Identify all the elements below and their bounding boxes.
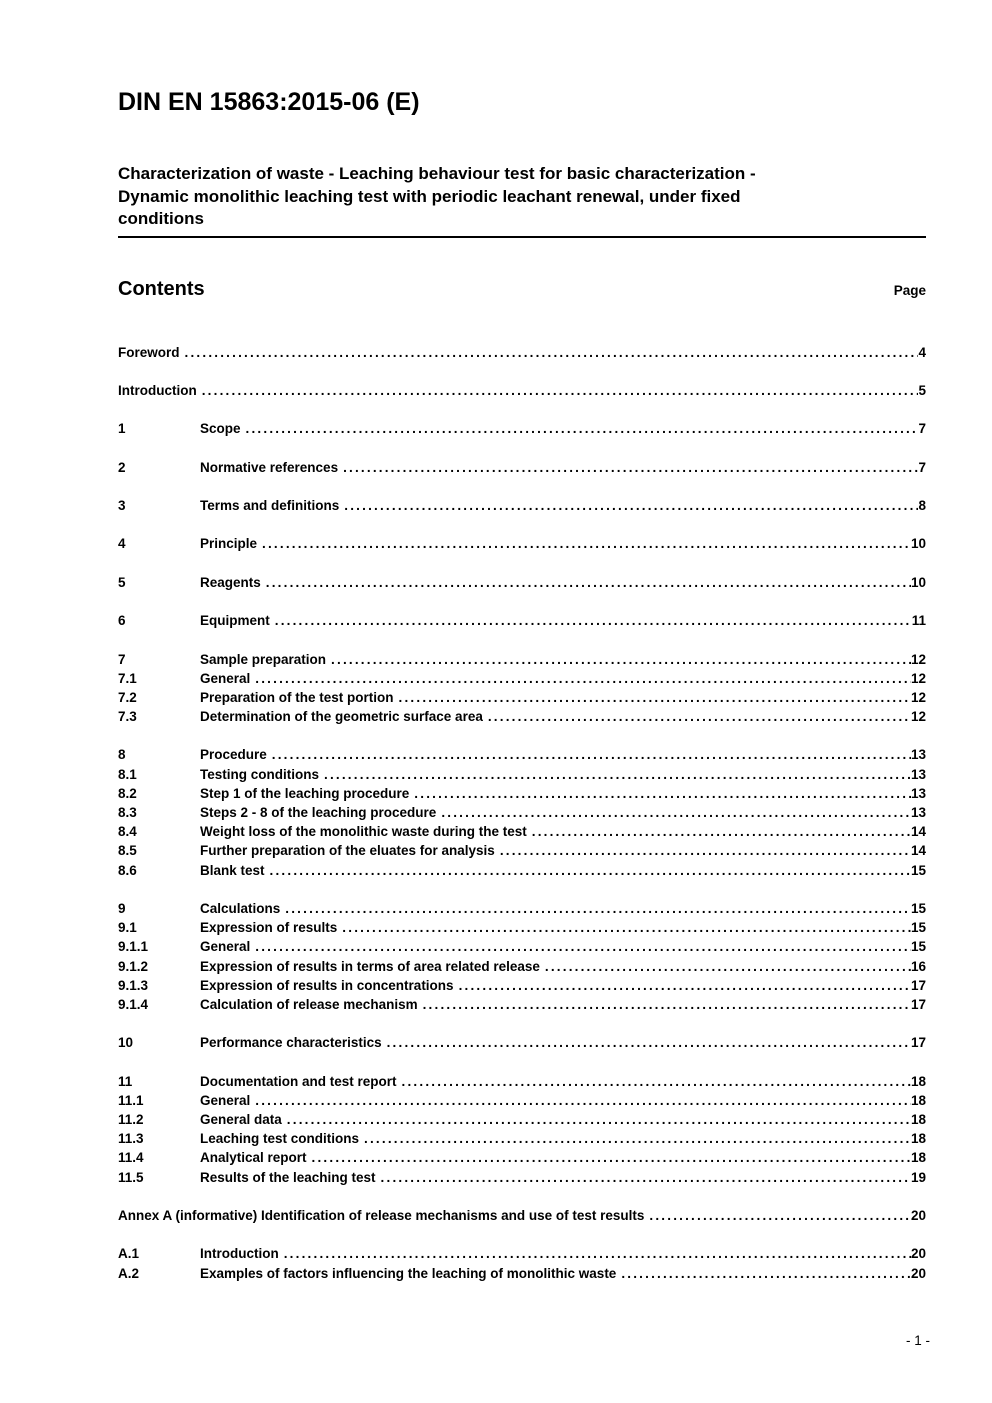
toc-entry-page: 15 <box>910 939 926 955</box>
toc-entry-page: 15 <box>910 920 926 936</box>
toc-entry-title: Expression of results <box>200 920 338 936</box>
toc-entry-page: 7 <box>918 421 926 437</box>
toc-entry-number: 2 <box>118 459 126 475</box>
toc-entry-page: 13 <box>910 766 926 782</box>
toc-dot-leader <box>459 976 911 995</box>
toc-entry-title: Examples of factors influencing the leaching of monolithic waste <box>200 1265 617 1281</box>
toc-entry <box>118 918 926 937</box>
toc-entry-page: 15 <box>910 862 926 878</box>
toc-entry <box>118 1129 926 1148</box>
toc-entry-title: Steps 2 - 8 of the leaching procedure <box>200 805 437 820</box>
toc-dot-leader <box>621 1264 911 1283</box>
toc-entry-title: Calculation of release mechanism <box>200 996 418 1012</box>
toc-entry-title: Calculations <box>200 900 281 916</box>
toc-entry-page: 19 <box>910 1169 926 1185</box>
toc-entry-title: General <box>200 1092 251 1108</box>
toc-entry-title: Sample preparation <box>200 651 327 667</box>
toc-dot-leader <box>331 650 911 669</box>
contents-header <box>118 277 926 301</box>
toc-entry <box>118 822 926 841</box>
toc-dot-leader <box>272 745 911 764</box>
toc-dot-leader <box>275 611 912 630</box>
toc-entry-page: 18 <box>910 1112 926 1127</box>
toc-entry <box>118 976 926 995</box>
document-title <box>118 163 926 231</box>
toc-entry-page: 12 <box>910 670 926 686</box>
toc-entry <box>118 899 926 918</box>
toc-dot-leader <box>488 707 911 726</box>
toc-entry-number: 8.5 <box>118 843 137 859</box>
toc-entry-page: 12 <box>910 651 926 667</box>
toc-entry-title: Weight loss of the monolithic waste during the test <box>200 824 527 840</box>
toc-entry-page: 20 <box>910 1265 926 1281</box>
toc-entry-title: Principle <box>200 536 258 552</box>
toc-dot-leader <box>387 1033 911 1052</box>
toc-entry <box>118 419 926 438</box>
toc-entry <box>118 937 926 956</box>
toc-entry-page: 17 <box>910 977 926 993</box>
table-of-contents <box>118 343 926 1283</box>
toc-entry-page: 8 <box>918 498 926 513</box>
toc-entry-title: Normative references <box>200 459 339 475</box>
toc-entry-number: 3 <box>118 498 126 513</box>
toc-entry-number: 10 <box>118 1035 134 1051</box>
toc-entry <box>118 1033 926 1052</box>
toc-entry-number: 11.2 <box>118 1112 144 1127</box>
toc-entry <box>118 957 926 976</box>
toc-entry-title: Terms and definitions <box>200 498 340 513</box>
toc-entry-title: General <box>200 670 251 686</box>
toc-entry-title: Testing conditions <box>200 766 319 782</box>
page-content <box>118 0 926 1283</box>
toc-entry-page: 18 <box>910 1131 926 1147</box>
toc-entry-page: 20 <box>910 1207 926 1223</box>
toc-dot-leader <box>399 688 911 707</box>
toc-entry <box>118 1244 926 1263</box>
toc-entry-title: Documentation and test report <box>200 1073 397 1089</box>
toc-entry <box>118 496 926 515</box>
toc-entry-title: Procedure <box>200 747 267 763</box>
toc-entry-number: 8 <box>118 747 126 763</box>
toc-entry-title: Step 1 of the leaching procedure <box>200 785 410 801</box>
toc-entry-page: 10 <box>910 536 926 552</box>
document-title-line-3: conditions <box>118 209 204 228</box>
toc-dot-leader <box>423 995 911 1014</box>
toc-entry-page: 13 <box>910 747 926 763</box>
toc-dot-leader <box>255 937 911 956</box>
toc-dot-leader <box>381 1168 911 1187</box>
toc-entry <box>118 803 926 822</box>
toc-entry-number: 6 <box>118 613 126 629</box>
toc-entry <box>118 573 926 592</box>
toc-entry-title: Annex A (informative) Identification of release mechanisms and use of test results <box>118 1207 645 1223</box>
toc-dot-leader <box>343 458 918 477</box>
toc-entry-title: Scope <box>200 421 241 437</box>
toc-entry-number: 1 <box>118 421 126 437</box>
toc-entry-page: 18 <box>910 1150 926 1166</box>
toc-entry <box>118 688 926 707</box>
toc-entry-page: 15 <box>910 900 926 916</box>
toc-entry-number: 9.1 <box>118 920 137 936</box>
toc-entry-number: 8.1 <box>118 766 137 782</box>
footer-page-number: - 1 - <box>905 1333 930 1348</box>
toc-dot-leader <box>342 918 911 937</box>
toc-entry-number: 8.6 <box>118 862 137 878</box>
toc-entry-number: 7.2 <box>118 689 137 705</box>
toc-entry-page: 11 <box>911 613 926 629</box>
toc-entry-page: 5 <box>918 382 926 398</box>
toc-entry-title: Leaching test conditions <box>200 1131 360 1147</box>
toc-dot-leader <box>402 1072 911 1091</box>
toc-entry-number: A.1 <box>118 1246 140 1262</box>
toc-entry-number: 11 <box>118 1073 133 1089</box>
toc-entry <box>118 1264 926 1283</box>
toc-entry-page: 4 <box>918 344 926 360</box>
toc-entry-number: 9.1.1 <box>118 939 149 955</box>
toc-entry <box>118 1206 926 1225</box>
toc-entry-number: 11.3 <box>118 1131 144 1147</box>
toc-entry-title: Expression of results in terms of area related release <box>200 958 540 974</box>
toc-entry-page: 12 <box>910 709 926 725</box>
toc-dot-leader <box>441 803 911 822</box>
toc-entry-page: 10 <box>910 574 926 590</box>
toc-entry-number: 11.5 <box>118 1169 144 1185</box>
toc-dot-leader <box>414 784 911 803</box>
toc-entry <box>118 381 926 400</box>
toc-entry-page: 13 <box>910 785 926 801</box>
toc-entry-number: 5 <box>118 574 126 590</box>
toc-entry-title: Analytical report <box>200 1150 307 1166</box>
toc-entry-number: 9.1.3 <box>118 977 149 993</box>
toc-entry-title: Preparation of the test portion <box>200 689 394 705</box>
toc-entry-page: 17 <box>910 1035 926 1051</box>
toc-entry-title: Expression of results in concentrations <box>200 977 454 993</box>
toc-entry <box>118 995 926 1014</box>
toc-entry-page: 17 <box>910 996 926 1012</box>
toc-dot-leader <box>324 765 911 784</box>
toc-entry-title: Introduction <box>200 1246 279 1262</box>
toc-entry <box>118 1072 926 1091</box>
toc-entry <box>118 707 926 726</box>
toc-entry-number: 7 <box>118 651 126 667</box>
toc-entry <box>118 1091 926 1110</box>
toc-entry-page: 16 <box>910 958 926 974</box>
toc-entry-title: Determination of the geometric surface area <box>200 709 483 725</box>
toc-entry-number: 11.4 <box>118 1150 144 1166</box>
toc-dot-leader <box>270 861 911 880</box>
toc-dot-leader <box>185 343 919 362</box>
toc-entry-title: General <box>200 939 251 955</box>
toc-entry <box>118 611 926 630</box>
toc-dot-leader <box>545 957 911 976</box>
toc-dot-leader <box>285 899 911 918</box>
toc-entry <box>118 1168 926 1187</box>
toc-entry <box>118 1148 926 1167</box>
toc-entry <box>118 1110 926 1129</box>
toc-dot-leader <box>255 669 911 688</box>
toc-entry-page: 12 <box>910 689 926 705</box>
toc-entry-title: Performance characteristics <box>200 1035 382 1051</box>
toc-entry-page: 13 <box>910 805 926 820</box>
toc-entry-title: Introduction <box>118 382 197 398</box>
toc-entry <box>118 841 926 860</box>
toc-dot-leader <box>287 1110 911 1129</box>
contents-heading: Contents <box>118 277 205 300</box>
toc-entry <box>118 784 926 803</box>
toc-dot-leader <box>284 1244 911 1263</box>
toc-entry-number: 7.3 <box>118 709 137 725</box>
standard-number: DIN EN 15863:2015-06 (E) <box>118 88 420 116</box>
toc-dot-leader <box>649 1206 911 1225</box>
toc-entry-number: A.2 <box>118 1265 140 1281</box>
toc-entry-number: 9 <box>118 900 126 916</box>
toc-entry-number: 8.3 <box>118 805 137 820</box>
toc-entry-number: 8.2 <box>118 785 137 801</box>
toc-dot-leader <box>344 496 918 515</box>
toc-entry <box>118 534 926 553</box>
toc-entry <box>118 745 926 764</box>
toc-entry-title: Blank test <box>200 862 265 878</box>
toc-entry-page: 14 <box>910 824 926 840</box>
toc-entry-page: 18 <box>910 1092 926 1108</box>
toc-entry-page: 7 <box>918 459 926 475</box>
toc-dot-leader <box>246 419 919 438</box>
toc-entry-number: 4 <box>118 536 126 552</box>
document-title-line-1: Characterization of waste - Leaching behaviour test for basic characterization - <box>118 164 756 183</box>
toc-entry-title: Equipment <box>200 613 270 629</box>
toc-entry-page: 18 <box>910 1073 926 1089</box>
toc-entry-number: 7.1 <box>118 670 137 686</box>
toc-entry-title: Reagents <box>200 574 261 590</box>
toc-entry-title: Results of the leaching test <box>200 1169 376 1185</box>
toc-dot-leader <box>500 841 911 860</box>
toc-dot-leader <box>262 534 911 553</box>
toc-entry-number: 9.1.2 <box>118 958 149 974</box>
toc-entry-number: 11.1 <box>118 1092 144 1108</box>
page-column-label: Page <box>893 282 926 298</box>
toc-dot-leader <box>255 1091 911 1110</box>
toc-entry-number: 9.1.4 <box>118 996 149 1012</box>
toc-entry-title: Foreword <box>118 344 180 360</box>
toc-entry-page: 14 <box>910 843 926 859</box>
toc-dot-leader <box>312 1148 911 1167</box>
toc-dot-leader <box>364 1129 911 1148</box>
toc-entry <box>118 343 926 362</box>
toc-entry-title: General data <box>200 1112 282 1127</box>
toc-entry-number: 8.4 <box>118 824 137 840</box>
toc-entry <box>118 765 926 784</box>
toc-entry-title: Further preparation of the eluates for analysis <box>200 843 495 859</box>
toc-dot-leader <box>202 381 919 400</box>
toc-entry-page: 20 <box>910 1246 926 1262</box>
toc-entry <box>118 650 926 669</box>
toc-entry <box>118 669 926 688</box>
toc-dot-leader <box>532 822 911 841</box>
toc-dot-leader <box>266 573 911 592</box>
document-title-line-2: Dynamic monolithic leaching test with periodic leachant renewal, under fixed <box>118 186 741 206</box>
title-rule <box>118 236 926 238</box>
toc-entry <box>118 458 926 477</box>
toc-entry <box>118 861 926 880</box>
